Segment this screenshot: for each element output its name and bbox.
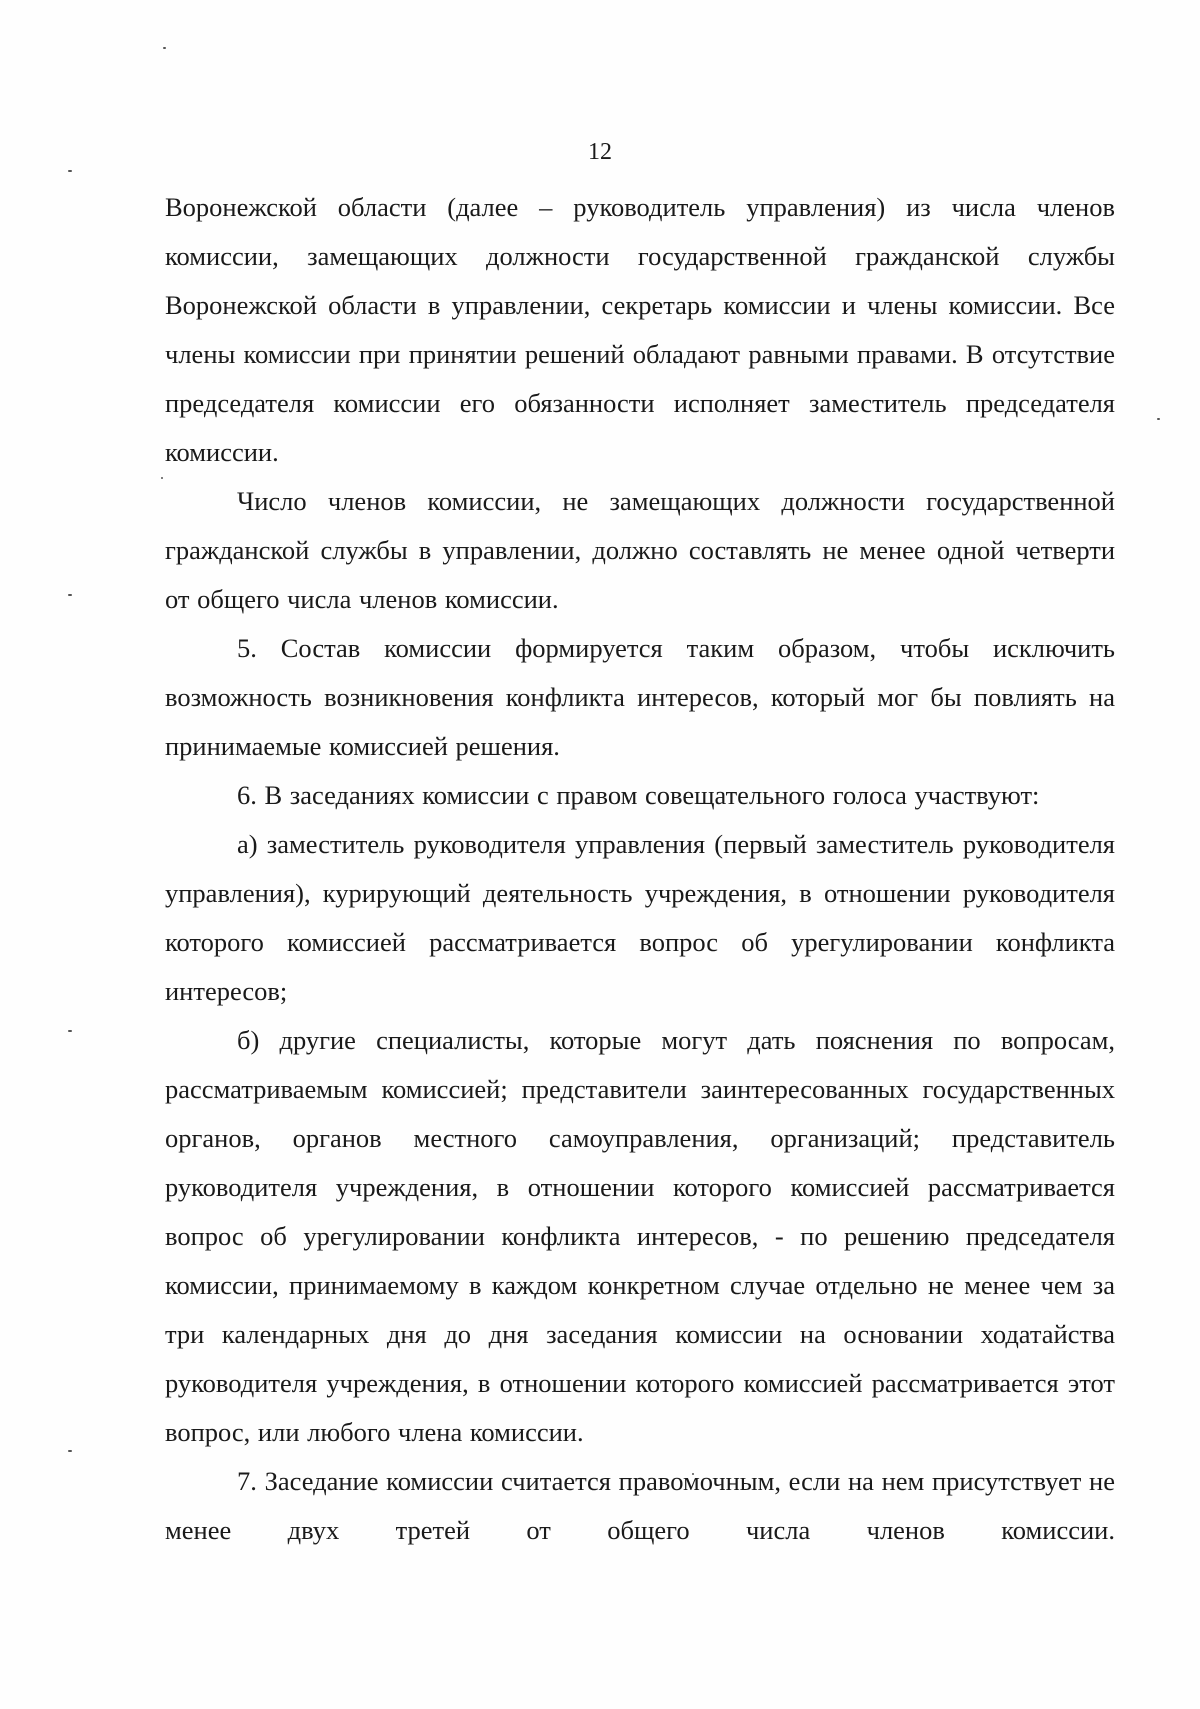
scan-speck xyxy=(68,1450,72,1452)
paragraph-clause-6a: а) заместитель руководителя управления (первый заместитель руководителя управления), курирующий деятельность учреждения, в отношении руководителя которого комиссией рассматривается вопрос об урегулировании конфликта интересов; xyxy=(165,829,1115,1006)
scan-speck xyxy=(68,1030,72,1032)
scan-speck xyxy=(1157,418,1160,420)
paragraph-clause-5: 5. Состав комиссии формируется таким образом, чтобы исключить возможность возникновения конфликта интересов, который мог бы повлиять на принимаемые комиссией решения. xyxy=(165,633,1115,761)
scan-speck xyxy=(161,477,163,479)
page-number: 12 xyxy=(588,139,612,165)
scan-speck xyxy=(68,170,72,172)
paragraph-clause-6: 6. В заседаниях комиссии с правом совещательного голоса участвуют: xyxy=(237,780,1040,810)
paragraph-continuation: Воронежской области (далее – руководитель управления) из числа членов комиссии, замещающих должности государственной гражданской службы Воронежской области в управлении, секретарь комиссии и члены комиссии. Все члены комиссии при принятии решений обладают равными правами. В отсутствие председателя комиссии его обязанности исполняет заместитель председателя комиссии. xyxy=(165,192,1115,467)
scan-speck xyxy=(163,47,166,49)
scan-speck xyxy=(68,594,72,596)
paragraph-clause-7: 7. Заседание комиссии считается правомочным, если на нем присутствует не менее двух третей от общего числа членов комиссии. xyxy=(165,1466,1115,1545)
paragraph-clause-6b: б) другие специалисты, которые могут дать пояснения по вопросам, рассматриваемым комиссией; представители заинтересованных государственных органов, органов местного самоуправления, организаций; представитель руководителя учреждения, в отношении которого комиссией рассматривается вопрос об урегулировании конфликта интересов, - по решению председателя комиссии, принимаемому в каждом конкретном случае отдельно не менее чем за три календарных дня до дня заседания комиссии на основании ходатайства руководителя учреждения, в отношении которого комиссией рассматривается этот вопрос, или любого члена комиссии. xyxy=(165,1025,1115,1447)
document-body xyxy=(165,183,1115,1555)
paragraph-member-count: Число членов комиссии, не замещающих должности государственной гражданской службы в управлении, должно составлять не менее одной четверти от общего числа членов комиссии. xyxy=(165,486,1115,614)
